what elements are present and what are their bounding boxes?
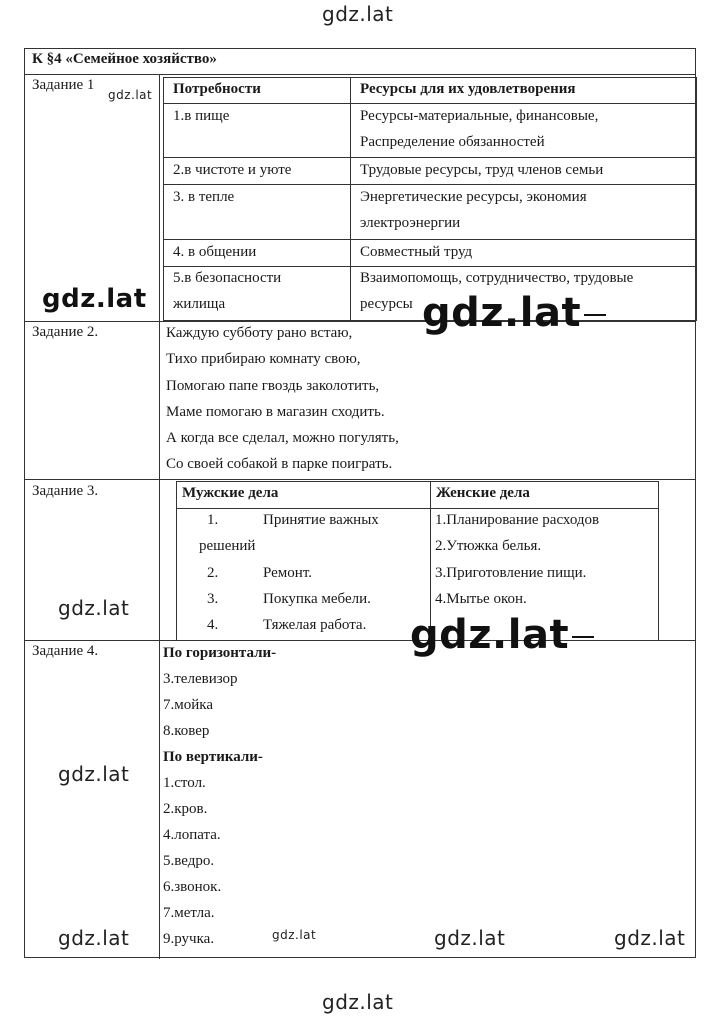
male-item-number: 2.	[207, 565, 219, 581]
crossword-answer: 4.лопата.	[163, 827, 221, 843]
resource-cell: Распределение обязанностей	[360, 134, 545, 150]
resource-cell: ресурсы	[360, 296, 413, 312]
vertical-title: По вертикали-	[163, 749, 263, 765]
task3-label: Задание 3.	[32, 483, 99, 499]
poem-line: Со своей собакой в парке поиграть.	[166, 456, 393, 472]
row-divider	[25, 74, 695, 75]
answer-sheet	[24, 48, 696, 958]
resource-cell: Трудовые ресурсы, труд членов семьи	[360, 162, 604, 178]
crossword-answer: 7.метла.	[163, 905, 215, 921]
need-cell: 5.в безопасности	[173, 270, 282, 286]
need-cell: 4. в общении	[173, 244, 257, 260]
section-title: К §4 «Семейное хозяйство»	[32, 51, 217, 67]
crossword-answer: 3.телевизор	[163, 671, 238, 687]
resource-cell: Ресурсы-материальные, финансовые,	[360, 108, 599, 124]
female-item: 3.Приготовление пищи.	[435, 565, 587, 581]
watermark: gdz.lat	[322, 990, 394, 1014]
table-row-divider	[177, 508, 658, 509]
need-cell: 2.в чистоте и уюте	[173, 162, 292, 178]
male-item: решений	[199, 538, 256, 554]
resource-cell: Взаимопомощь, сотрудничество, трудовые	[360, 270, 634, 286]
need-cell: 1.в пище	[173, 108, 230, 124]
crossword-answer: 6.звонок.	[163, 879, 222, 895]
male-item-number: 4.	[207, 617, 219, 633]
column-divider	[159, 74, 160, 959]
female-item: 2.Утюжка белья.	[435, 538, 542, 554]
row-divider	[25, 479, 695, 480]
watermark: gdz.lat	[58, 926, 130, 950]
watermark: gdz.lat	[322, 2, 394, 26]
poem-line: Каждую субботу рано встаю,	[166, 325, 353, 341]
male-item: Покупка мебели.	[263, 591, 371, 607]
watermark: gdz.lat	[434, 926, 506, 950]
male-item: Ремонт.	[263, 565, 312, 581]
need-cell: жилища	[173, 296, 226, 312]
poem-line: Помогаю папе гвоздь заколотить,	[166, 378, 380, 394]
watermark: gdz.lat	[410, 612, 594, 658]
column-header-resources: Ресурсы для их удовлетворения	[360, 81, 576, 97]
task2-label: Задание 2.	[32, 324, 99, 340]
watermark: gdz.lat	[108, 88, 153, 102]
resource-cell: электроэнергии	[360, 215, 461, 231]
table-row-divider	[164, 266, 696, 267]
task1-label: Задание 1	[32, 77, 95, 93]
female-item: 1.Планирование расходов	[435, 512, 600, 528]
crossword-answer: 1.стол.	[163, 775, 206, 791]
watermark: gdz.lat	[614, 926, 686, 950]
table-row-divider	[164, 184, 696, 185]
resource-cell: Совместный труд	[360, 244, 473, 260]
watermark: gdz.lat	[42, 284, 147, 314]
table-row-divider	[164, 239, 696, 240]
horizontal-title: По горизонтали-	[163, 645, 277, 661]
crossword-answer: 8.ковер	[163, 723, 210, 739]
crossword-answer: 9.ручка.	[163, 931, 215, 947]
female-item: 4.Мытье окон.	[435, 591, 527, 607]
column-header-female: Женские дела	[436, 485, 530, 501]
watermark: gdz.lat	[58, 762, 130, 786]
table-row-divider	[164, 103, 696, 104]
table-column-divider	[350, 78, 351, 320]
task4-label: Задание 4.	[32, 643, 99, 659]
resource-cell: Энергетические ресурсы, экономия	[360, 189, 587, 205]
male-item: Тяжелая работа.	[263, 617, 367, 633]
crossword-answer: 7.мойка	[163, 697, 213, 713]
table-row-divider	[164, 157, 696, 158]
male-item: Принятие важных	[263, 512, 379, 528]
crossword-answer: 5.ведро.	[163, 853, 215, 869]
poem-line: А когда все сделал, можно погулять,	[166, 430, 399, 446]
crossword-answer: 2.кров.	[163, 801, 208, 817]
watermark: gdz.lat	[58, 596, 130, 620]
watermark: gdz.lat	[272, 928, 317, 942]
needs-resources-table	[163, 77, 697, 321]
need-cell: 3. в тепле	[173, 189, 235, 205]
column-header-male: Мужские дела	[182, 485, 279, 501]
watermark: gdz.lat	[422, 290, 606, 336]
poem-line: Тихо прибираю комнату свою,	[166, 351, 361, 367]
column-header-needs: Потребности	[173, 81, 261, 97]
male-item-number: 1.	[207, 512, 219, 528]
poem-line: Маме помогаю в магазин сходить.	[166, 404, 385, 420]
male-item-number: 3.	[207, 591, 219, 607]
